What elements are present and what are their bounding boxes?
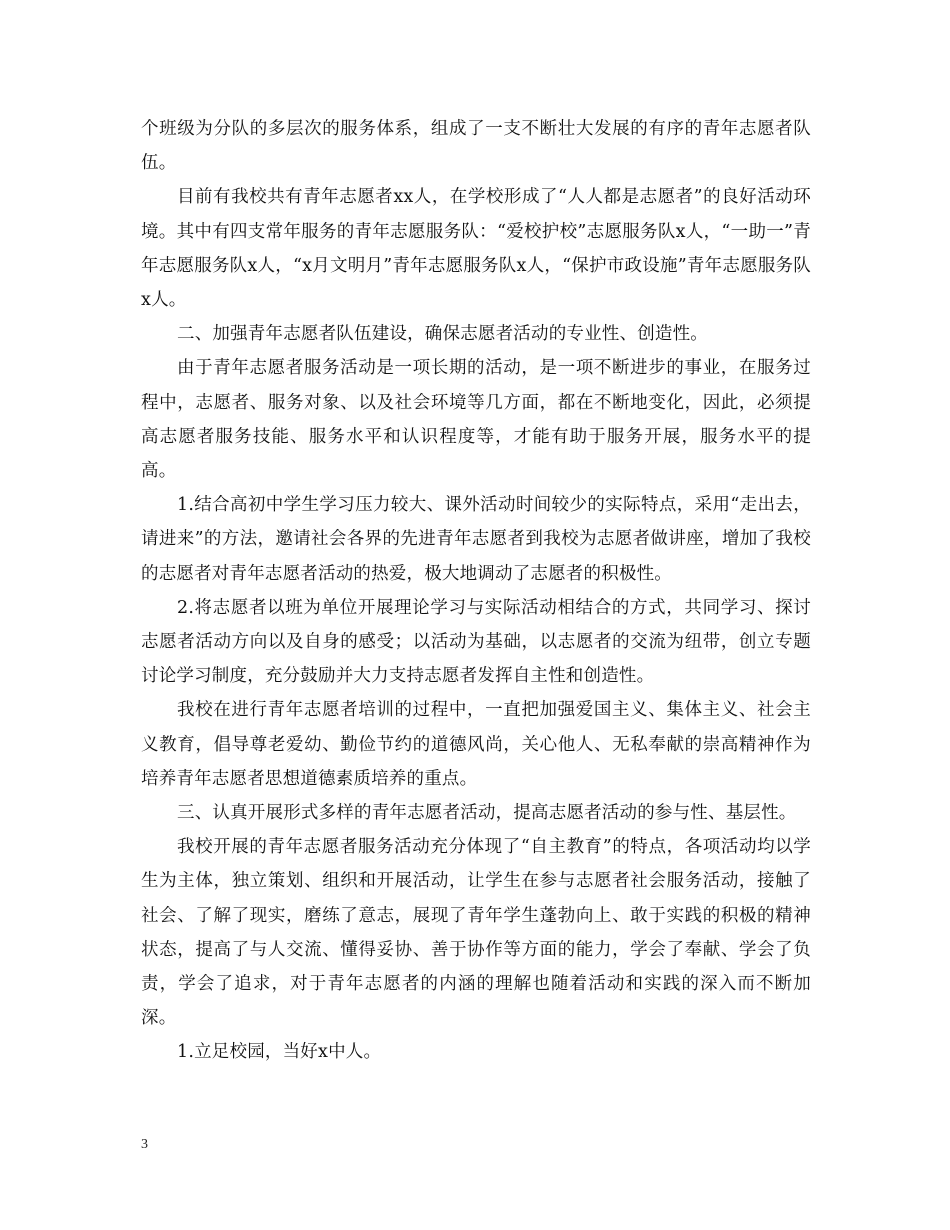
document-body <box>141 112 811 1070</box>
section-heading: 三、认真开展形式多样的青年志愿者活动，提高志愿者活动的参与性、基层性。 <box>177 803 797 824</box>
paragraph: 由于青年志愿者服务活动是一项长期的活动，是一项不断进步的事业，在服务过程中，志愿者、服务对象、以及社会环境等几方面，都在不断地变化，因此，必须提高志愿者服务技能、服务水平和认识程度等，才能有助于服务开展，服务水平的提高。 <box>141 358 811 482</box>
list-item: 2.将志愿者以班为单位开展理论学习与实际活动相结合的方式，共同学习、探讨志愿者活动方向以及自身的感受；以活动为基础，以志愿者的交流为纽带，创立专题讨论学习制度，充分鼓励并大力支持志愿者发挥自主性和创造性。 <box>141 597 811 687</box>
paragraph: 我校在进行青年志愿者培训的过程中，一直把加强爱国主义、集体主义、社会主义教育，倡导尊老爱幼、勤俭节约的道德风尚，关心他人、无私奉献的崇高精神作为培养青年志愿者思想道德素质培养的重点。 <box>141 700 811 789</box>
paragraph: 个班级为分队的多层次的服务体系，组成了一支不断壮大发展的有序的青年志愿者队伍。 <box>141 119 811 174</box>
paragraph: 我校开展的青年志愿者服务活动充分体现了“自主教育”的特点，各项活动均以学生为主体，独立策划、组织和开展活动，让学生在参与志愿者社会服务活动，接触了社会、了解了现实，磨练了意志，展现了青年学生蓬勃向上、敢于实践的积极的精神状态，提高了与人交流、懂得妥协、善于协作等方面的能力，学会了奉献、学会了负责，学会了追求，对于青年志愿者的内涵的理解也随着活动和实践的深入而不断加深。 <box>141 837 811 1029</box>
paragraph: 目前有我校共有青年志愿者xx人，在学校形成了“人人都是志愿者”的良好活动环境。其中有四支常年服务的青年志愿服务队：“爱校护校”志愿服务队x人，“一助一”青年志愿服务队x人，“x月文明月”青年志愿服务队x人，“保护市政设施”青年志愿服务队x人。 <box>141 187 811 311</box>
page-number: 3 <box>141 1137 148 1152</box>
list-item: 1.结合高初中学生学习压力较大、课外活动时间较少的实际特点，采用“走出去，请进来”的方法，邀请社会各界的先进青年志愿者到我校为志愿者做讲座，增加了我校的志愿者对青年志愿者活动的热爱，极大地调动了志愿者的积极性。 <box>141 495 811 584</box>
section-heading: 二、加强青年志愿者队伍建设，确保志愿者活动的专业性、创造性。 <box>177 324 708 345</box>
list-item: 1.立足校园，当好x中人。 <box>177 1042 382 1063</box>
